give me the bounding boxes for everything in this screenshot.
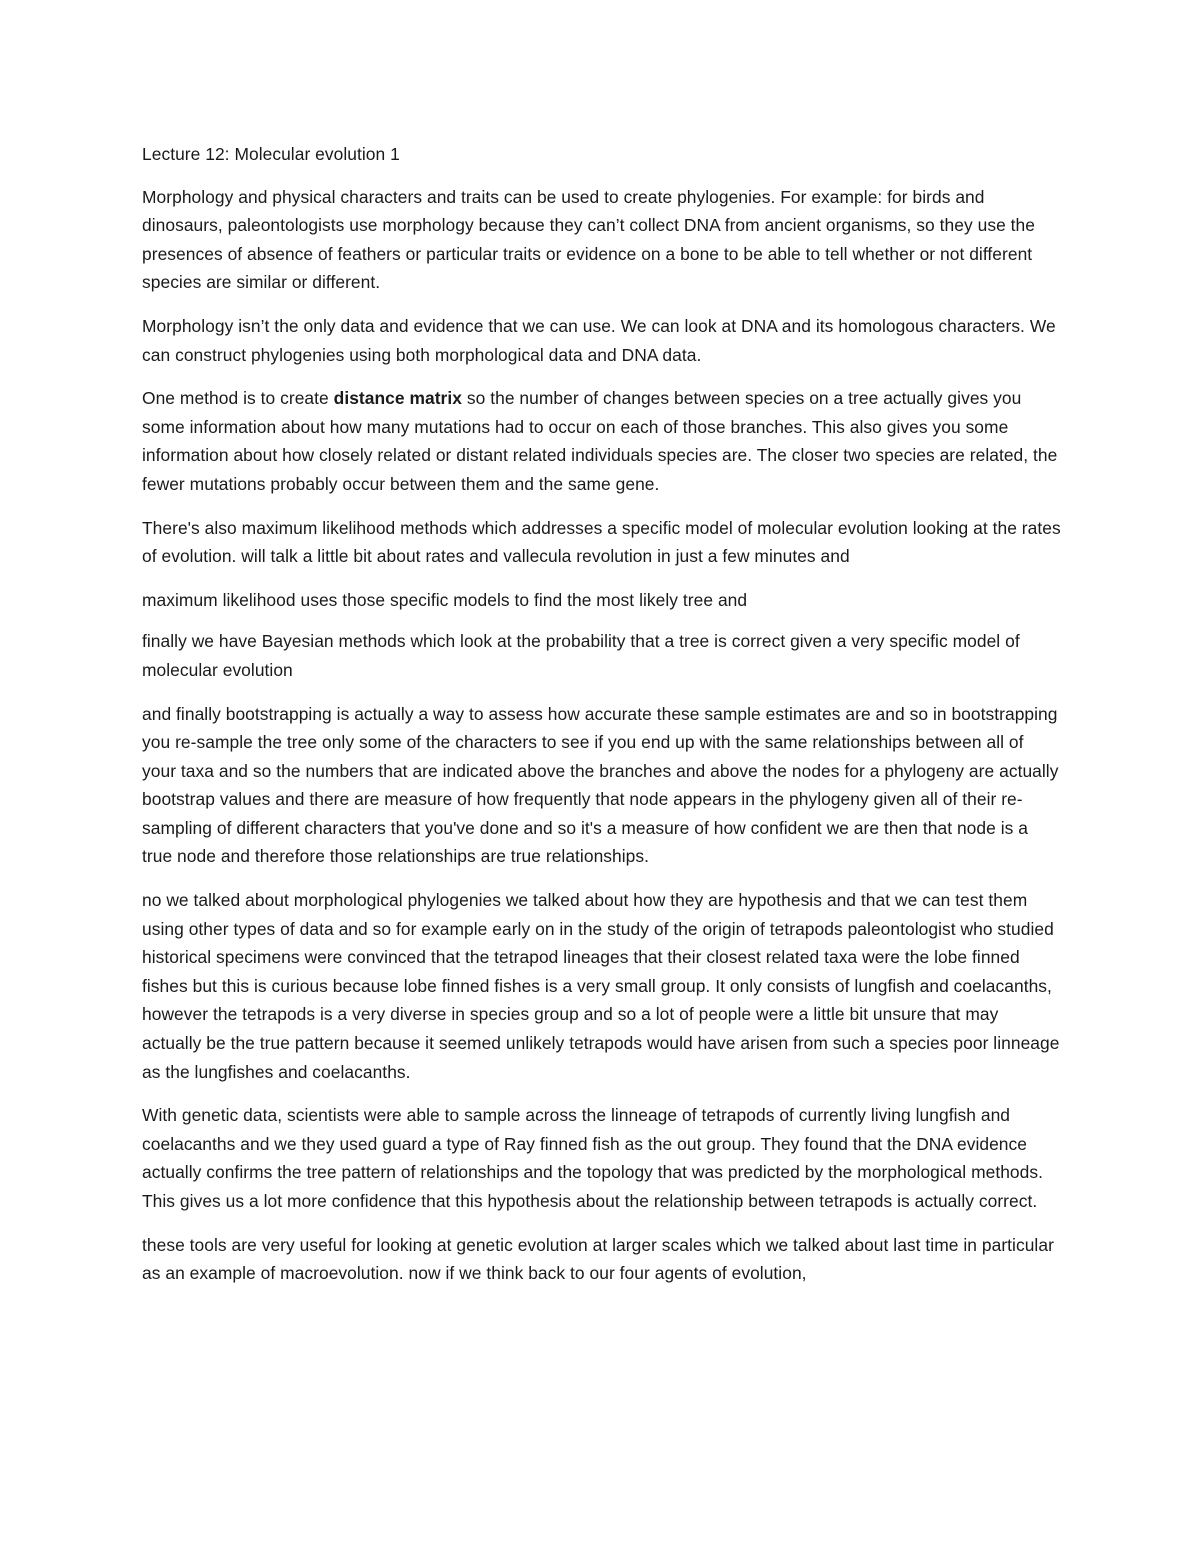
- paragraph-bayesian-methods: finally we have Bayesian methods which look at the probability that a tree is correct given a very specific model of molecular evolution: [142, 631, 1020, 680]
- paragraph-maximum-likelihood-methods: There's also maximum likelihood methods which addresses a specific model of molecular evolution looking at the rates of evolution. will talk a little bit about rates and vallecula revolution in just a few minutes and: [142, 517, 1061, 567]
- paragraph-morphology-traits: Morphology and physical characters and traits can be used to create phylogenies. For example: for birds and dinosaurs, paleontologists use morphology because they can’t collect DNA from ancient organisms, so they use the presences of absence of feathers or particular traits or evidence on a bone to be able to tell whether or not different species are similar or different.: [142, 186, 1036, 293]
- paragraph-tetrapod-hypothesis: no we talked about morphological phylogenies we talked about how they are hypothesis and that we can test them using other types of data and so for example early on in the study of the origin of tetrapods paleontologist who studied historical specimens were convinced that the tetrapod lineages that their closest related taxa were the lobe finned fishes but this is curious because lobe finned fishes is a very small group. It only consists of lungfish and coelacanths, however the tetrapods is a very diverse in species group and so a lot of people were a little bit unsure that may actually be the true pattern because it seemed unlikely tetrapods would have arisen from such a species poor linneage as the lungfishes and coelacanths.: [142, 890, 1060, 1082]
- paragraph-distance-matrix-intro: One method is to create: [142, 388, 334, 409]
- paragraph-maximum-likelihood-models: maximum likelihood uses those specific models to find the most likely tree and: [142, 589, 748, 610]
- distance-matrix-term: distance matrix: [333, 388, 462, 409]
- paragraph-genetic-data: With genetic data, scientists were able to sample across the linneage of tetrapods of currently living lungfish and coelacanths and we they used guard a type of Ray finned fish as the out group. They found that the DNA evidence actually confirms the tree pattern of relationships and the topology that was predicted by the morphological methods. This gives us a lot more confidence that this hypothesis about the relationship between tetrapods is actually correct.: [142, 1105, 1044, 1211]
- paragraph-dna-evidence: Morphology isn’t the only data and evidence that we can use. We can look at DNA and its homologous characters. We can construct phylogenies using both morphological data and DNA data.: [142, 315, 1056, 365]
- lecture-title: Lecture 12: Molecular evolution 1: [142, 144, 400, 164]
- document-body: [142, 140, 1062, 1303]
- paragraph-distance-matrix-rest: so the number of changes between species on a tree actually gives you some information about how many mutations had to occur on each of those branches. This also gives you some information about how closely related or distant related individuals species are. The closer two species are related, the fewer mutations probably occur between them and the same gene.: [142, 388, 1058, 494]
- paragraph-macroevolution: these tools are very useful for looking at genetic evolution at larger scales which we talked about last time in particular as an example of macroevolution. now if we think back to our four agents of evolution,: [142, 1234, 1054, 1284]
- paragraph-bootstrapping: and finally bootstrapping is actually a way to assess how accurate these sample estimates are and so in bootstrapping you re-sample the tree only some of the characters to see if you end up with the same relationships between all of your taxa and so the numbers that are indicated above the branches and above the nodes for a phylogeny are actually bootstrap values and there are measure of how frequently that node appears in the phylogeny given all of their re-sampling of different characters that you've done and so it's a measure of how confident we are then that node is a true node and therefore those relationships are true relationships.: [142, 703, 1059, 867]
- paragraph-distance-matrix: [142, 384, 1062, 498]
